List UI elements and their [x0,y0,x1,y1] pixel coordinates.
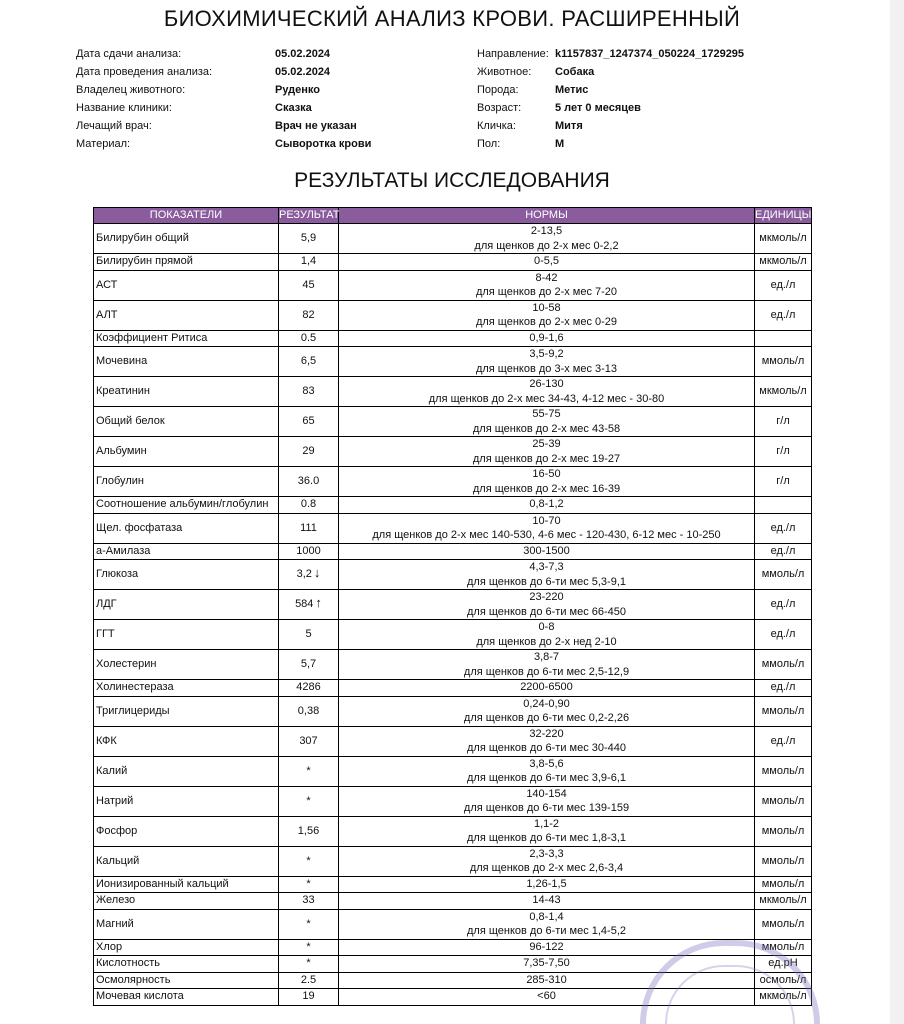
result-value: * [306,957,311,969]
info-row [477,81,807,99]
norm-value: 16-50 [532,468,561,480]
result-value: 111 [300,521,317,534]
info-value: k1157837_1247374_050224_1729295 [555,48,745,60]
info-label: Название клиники: [76,102,172,114]
indicator-name: Кальций [94,846,279,876]
unit-cell: ед./л [755,620,812,650]
col-header-unit: ЕДИНИЦЫ [755,208,812,224]
norm-cell [339,846,755,876]
info-right [477,45,807,153]
norm-cell [339,756,755,786]
norm-cell [339,816,755,846]
result-cell [279,816,339,846]
info-row [76,99,406,117]
norm-value: 2-13,5 [530,225,563,237]
norm-value: 1,1-2 [533,817,560,830]
arrow-up-icon: ↑ [315,595,322,611]
norm-value: 23-220 [529,591,564,603]
indicator-name: КФК [94,726,279,756]
info-row [477,45,807,63]
indicator-name: ЛДГ [94,590,279,620]
norm-cell [339,590,755,620]
table-row [94,956,812,973]
norm-puppy: для щенков до 2-х мес 34-43, 4-12 мес - 30-80 [428,392,665,405]
info-label: Пол: [477,138,501,150]
result-cell [279,543,339,560]
unit-cell: ммоль/л [755,939,812,956]
indicator-name: ГГТ [94,620,279,650]
info-value: Метис [555,84,589,96]
norm-cell [339,513,755,543]
result-cell [279,330,339,347]
norm-value: 0,8-1,4 [529,910,564,923]
norm-cell [339,956,755,973]
arrow-down-icon: ↓ [313,565,321,581]
indicator-name: Билирубин общий [94,224,279,254]
unit-cell: ммоль/л [755,756,812,786]
info-row [477,117,807,135]
result-cell [279,786,339,816]
norm-puppy: для щенков до 6-ти мес 5,3-9,1 [466,575,627,588]
table-row [94,560,812,590]
info-row [477,63,807,81]
norm-cell [339,620,755,650]
unit-cell [755,497,812,514]
result-value: 0.8 [300,498,317,510]
result-value: 3,2 [296,568,312,581]
norm-puppy: для щенков до 2-х мес 19-27 [472,452,621,465]
norm-puppy: для щенков до 6-ти мес 1,4-5,2 [466,925,627,937]
table-row [94,513,812,543]
indicator-name: а-Амилаза [94,543,279,560]
norm-value: <60 [537,990,556,1002]
indicator-name: Креатинин [94,377,279,407]
norm-cell [339,909,755,939]
unit-cell: мкмоль/л [755,377,812,407]
norm-value: 1,26-1,5 [526,877,567,890]
indicator-name: Холинестераза [94,680,279,697]
unit-cell: ммоль/л [755,786,812,816]
col-header-norm: НОРМЫ [339,208,755,224]
norm-cell [339,560,755,590]
norm-puppy: для щенков до 2-х мес 140-530, 4-6 мес - 120-430, 6-12 мес - 10-250 [372,529,721,541]
result-value: 4286 [296,681,321,693]
norm-cell [339,330,755,347]
results-table [93,207,812,1006]
document-title: БИОХИМИЧЕСКИЙ АНАЛИЗ КРОВИ. РАСШИРЕННЫЙ [163,6,741,31]
result-value: 33 [302,894,315,906]
unit-cell: осмоль/л [755,972,812,989]
norm-puppy: для щенков до 2-х мес 2,6-3,4 [469,862,624,874]
result-cell [279,407,339,437]
result-value: 1,56 [297,824,320,837]
result-value: 45 [302,278,315,291]
info-label: Кличка: [477,120,516,132]
table-row [94,377,812,407]
info-value: Митя [555,120,583,132]
indicator-name: Железо [94,893,279,910]
info-label: Направление: [477,48,549,60]
table-row [94,876,812,893]
table-row [94,650,812,680]
unit-cell: ед./л [755,300,812,330]
norm-value: 2,3-3,3 [529,847,564,860]
indicator-name: Ионизированный кальций [94,876,279,893]
unit-cell: ед.pH [755,956,812,973]
result-cell [279,972,339,989]
info-row [76,63,406,81]
result-value: * [306,917,311,930]
indicator-name: АСТ [94,270,279,300]
unit-cell: ммоль/л [755,876,812,893]
norm-value: 96-122 [529,940,564,953]
result-value: * [306,940,311,953]
norm-puppy: для щенков до 2-х нед 2-10 [476,635,617,648]
result-cell [279,989,339,1006]
result-value: 5,7 [300,658,317,671]
table-row [94,786,812,816]
info-label: Возраст: [477,102,522,114]
indicator-name: Осмолярность [94,972,279,989]
norm-value: 10-70 [532,514,561,527]
unit-cell: г/л [755,437,812,467]
result-value: 65 [302,415,315,428]
table-row [94,989,812,1006]
table-row [94,300,812,330]
result-cell [279,590,339,620]
unit-cell: ед./л [755,590,812,620]
indicator-name: Общий белок [94,407,279,437]
norm-cell [339,876,755,893]
table-row [94,347,812,377]
norm-value: 25-39 [532,438,561,450]
col-header-result: РЕЗУЛЬТАТ [279,208,339,224]
result-value: * [306,764,311,777]
info-value: Врач не указан [275,120,357,132]
norm-cell [339,696,755,726]
result-value: 0.5 [300,331,317,344]
result-cell [279,467,339,497]
result-value: 82 [302,308,315,321]
indicator-name: Кислотность [94,956,279,973]
table-row [94,254,812,271]
norm-value: 0-5,5 [533,255,560,267]
table-row [94,909,812,939]
table-row [94,726,812,756]
info-row [477,99,807,117]
norm-value: 3,5-9,2 [529,348,564,360]
norm-puppy: для щенков до 6-ти мес 66-450 [466,605,627,618]
result-value: 36.0 [297,475,320,488]
table-row [94,270,812,300]
unit-cell: ммоль/л [755,347,812,377]
result-value: 584 [295,598,314,611]
table-row [94,756,812,786]
norm-cell [339,726,755,756]
unit-cell: г/л [755,467,812,497]
result-cell [279,756,339,786]
indicator-name: Соотношение альбумин/глобулин [94,497,279,514]
result-cell [279,224,339,254]
result-cell [279,620,339,650]
result-value: * [306,877,311,890]
indicator-name: Мочевина [94,347,279,377]
indicator-name: Холестерин [94,650,279,680]
norm-value: 0,9-1,6 [529,331,564,344]
unit-cell: ммоль/л [755,650,812,680]
results-title: РЕЗУЛЬТАТЫ ИССЛЕДОВАНИЯ [294,169,610,192]
table-row [94,620,812,650]
indicator-name: Калий [94,756,279,786]
result-value: 6,5 [300,355,317,368]
unit-cell [755,330,812,347]
info-value: Руденко [275,84,321,96]
unit-cell: ед./л [755,726,812,756]
indicator-name: Глобулин [94,467,279,497]
norm-cell [339,786,755,816]
result-cell [279,513,339,543]
info-value: Сыворотка крови [275,138,372,150]
info-row [477,135,807,153]
indicator-name: Триглицериды [94,696,279,726]
unit-cell: ед./л [755,513,812,543]
result-value: 83 [302,385,315,398]
result-value: 307 [299,734,318,747]
norm-cell [339,270,755,300]
unit-cell: ед./л [755,543,812,560]
result-cell [279,680,339,697]
table-row [94,437,812,467]
norm-value: 285-310 [526,973,567,986]
info-value: 05.02.2024 [275,48,331,60]
norm-value: 32-220 [529,727,564,740]
page-edge [890,0,904,1024]
norm-value: 3,8-7 [533,651,560,663]
norm-value: 300-1500 [523,544,570,557]
norm-puppy: для щенков до 6-ти мес 0,2-2,26 [463,712,630,724]
table-row [94,939,812,956]
result-value: 2.5 [300,973,317,986]
info-row [76,135,406,153]
info-row [76,81,406,99]
result-cell [279,956,339,973]
info-label: Дата проведения анализа: [76,66,213,78]
table-row [94,330,812,347]
norm-value: 10-58 [532,301,561,314]
norm-puppy: для щенков до 2-х мес 0-29 [475,316,618,328]
indicator-name: Коэффициент Ритиса [94,330,279,347]
norm-cell [339,407,755,437]
unit-cell: ммоль/л [755,846,812,876]
info-value: 5 лет 0 месяцев [555,102,641,114]
info-value: Собака [555,66,595,78]
result-cell [279,300,339,330]
result-value: 5,9 [300,232,317,245]
info-row [76,117,406,135]
indicator-name: Альбумин [94,437,279,467]
norm-value: 0-8 [538,621,555,633]
norm-cell [339,989,755,1006]
norm-value: 2200-6500 [520,681,573,693]
norm-value: 3,8-5,6 [529,757,564,770]
unit-cell: г/л [755,407,812,437]
info-label: Материал: [76,138,131,150]
result-cell [279,939,339,956]
result-cell [279,347,339,377]
result-cell [279,876,339,893]
result-value: 1000 [296,544,321,557]
norm-puppy: для щенков до 3-х мес 3-13 [475,362,618,375]
norm-value: 0,8-1,2 [529,498,564,510]
unit-cell: мкмоль/л [755,989,812,1006]
result-cell [279,846,339,876]
table-row [94,497,812,514]
result-cell [279,909,339,939]
result-value: * [306,794,311,807]
norm-value: 4,3-7,3 [529,561,564,573]
result-cell [279,560,339,590]
table-row [94,467,812,497]
result-value: 19 [302,990,315,1002]
result-value: * [306,854,311,867]
unit-cell: ед./л [755,680,812,697]
table-row [94,972,812,989]
indicator-name: Щел. фосфатаза [94,513,279,543]
unit-cell: ммоль/л [755,909,812,939]
norm-value: 140-154 [526,787,567,800]
unit-cell: ммоль/л [755,560,812,590]
norm-puppy: для щенков до 6-ти мес 30-440 [466,742,627,754]
norm-puppy: для щенков до 6-ти мес 139-159 [463,802,630,814]
info-left [76,45,406,153]
indicator-name: Хлор [94,939,279,956]
norm-value: 14-43 [532,894,561,906]
unit-cell: ммоль/л [755,816,812,846]
norm-cell [339,650,755,680]
info-label: Дата сдачи анализа: [76,48,182,60]
indicator-name: Билирубин прямой [94,254,279,271]
norm-cell [339,254,755,271]
table-row [94,816,812,846]
result-value: 5 [305,628,312,641]
col-header-name: ПОКАЗАТЕЛИ [94,208,279,224]
norm-puppy: для щенков до 6-ти мес 2,5-12,9 [463,665,630,678]
indicator-name: Глюкоза [94,560,279,590]
norm-cell [339,224,755,254]
result-cell [279,726,339,756]
norm-puppy: для щенков до 2-х мес 43-58 [472,422,621,435]
norm-cell [339,437,755,467]
indicator-name: Магний [94,909,279,939]
table-row [94,224,812,254]
result-value: 1,4 [300,255,317,267]
table-row [94,407,812,437]
unit-cell: мкмоль/л [755,254,812,271]
norm-cell [339,680,755,697]
norm-puppy: для щенков до 6-ти мес 1,8-3,1 [466,832,627,844]
indicator-name: Мочевая кислота [94,989,279,1006]
info-value: 05.02.2024 [275,66,331,78]
norm-cell [339,893,755,910]
norm-value: 26-130 [529,378,564,390]
norm-cell [339,497,755,514]
unit-cell: ед./л [755,270,812,300]
result-cell [279,696,339,726]
info-value: Сказка [275,102,312,114]
unit-cell: ммоль/л [755,696,812,726]
result-value: 0,38 [297,704,320,717]
info-value: М [555,138,565,150]
info-row [76,45,406,63]
result-cell [279,893,339,910]
table-row [94,893,812,910]
norm-cell [339,377,755,407]
table-row [94,543,812,560]
table-row [94,846,812,876]
norm-puppy: для щенков до 2-х мес 16-39 [472,482,621,495]
norm-cell [339,347,755,377]
norm-puppy: для щенков до 2-х мес 0-2,2 [474,239,619,252]
result-cell [279,270,339,300]
unit-cell: мкмоль/л [755,893,812,910]
info-label: Владелец животного: [76,84,186,96]
result-cell [279,377,339,407]
norm-value: 0,24-0,90 [523,697,570,710]
table-row [94,590,812,620]
norm-cell [339,972,755,989]
norm-value: 55-75 [532,408,561,420]
indicator-name: Фосфор [94,816,279,846]
info-label: Животное: [477,66,532,78]
result-cell [279,650,339,680]
norm-cell [339,543,755,560]
norm-value: 8-42 [535,271,558,284]
table-row [94,680,812,697]
indicator-name: АЛТ [94,300,279,330]
norm-puppy: для щенков до 6-ти мес 3,9-6,1 [466,772,627,784]
result-cell [279,497,339,514]
unit-cell: мкмоль/л [755,224,812,254]
norm-cell [339,939,755,956]
indicator-name: Натрий [94,786,279,816]
result-cell [279,254,339,271]
result-cell [279,437,339,467]
info-label: Порода: [477,84,519,96]
norm-value: 7,35-7,50 [523,957,570,969]
table-row [94,696,812,726]
info-label: Лечащий врач: [76,120,152,132]
norm-cell [339,467,755,497]
norm-puppy: для щенков до 2-х мес 7-20 [475,286,618,298]
table-header [94,208,812,224]
norm-cell [339,300,755,330]
result-value: 29 [302,445,315,458]
